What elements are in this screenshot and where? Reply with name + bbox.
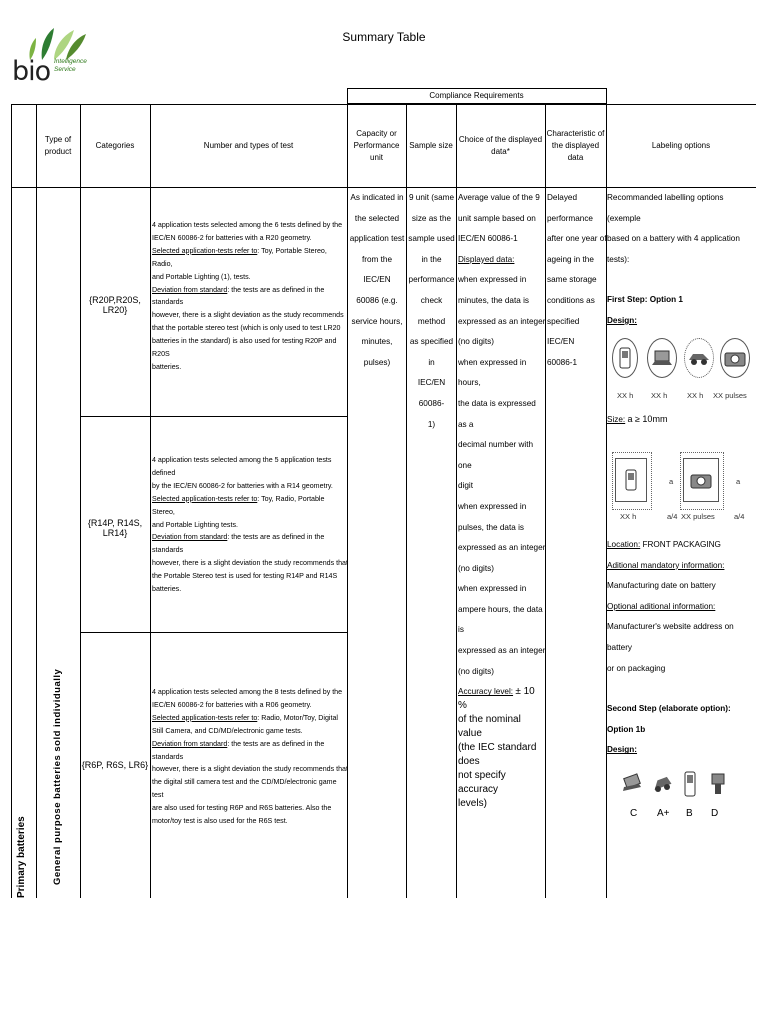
choice-line: pulses, the data is [458, 522, 524, 532]
characteristic-line: 60086-1 [547, 357, 578, 367]
test-line: motor/toy test is also used for the R6S test. [152, 817, 288, 826]
choice-line: (no digits) [458, 666, 494, 676]
test-line: Deviation from standard: the tests are as defined in the standards [152, 285, 325, 307]
sample-line: sample used [408, 234, 455, 244]
location-line [607, 535, 757, 556]
test-line: Still Camera, and CD/MD/electronic game tests. [152, 726, 303, 735]
size-value: a ≥ 10mm [627, 414, 668, 424]
website-line: or on packaging [607, 663, 666, 673]
test-line: batteries. [152, 362, 182, 371]
accuracy-label: Accuracy level: [458, 687, 514, 697]
category-r14: {R14P, R14S, LR14} [87, 518, 143, 538]
laptop-icon [620, 768, 644, 800]
laptop-icon [647, 338, 677, 378]
design-label: Design: [607, 745, 638, 755]
choice-line: when expressed in [458, 501, 527, 511]
header-sample-size: Sample size [409, 140, 453, 150]
diagram-caption: XX pulses [681, 512, 715, 521]
tests-r20 [152, 219, 348, 374]
phone-icon [680, 768, 700, 800]
choice-line: decimal number with one [458, 440, 534, 470]
labeling-line: tests): [607, 254, 630, 264]
labeling-line: based on a battery with 4 application [607, 234, 740, 244]
capacity-line: minutes, pulses) [361, 337, 393, 367]
test-line: Deviation from standard: the tests are as defined in the standards [152, 739, 325, 761]
location-value: FRONT PACKAGING [642, 540, 721, 549]
design-label: Design: [607, 315, 638, 325]
choice-line: when expressed in [458, 584, 527, 594]
header-choice-displayed-data: Choice of the displayed data* [458, 134, 543, 156]
camera-icon [720, 338, 750, 378]
sample-line: 9 unit (same [408, 193, 455, 202]
size-line [607, 414, 667, 424]
test-line: Selected application-tests refer to: Toy, Portable Stereo, Radio, [152, 246, 327, 268]
characteristic-line: Delayed [547, 193, 578, 202]
accuracy-line: (the IEC standard does [458, 742, 537, 768]
choice-line: expressed as an integer [458, 646, 546, 656]
sample-line: size as the [411, 213, 452, 223]
choice-line: ampere hours, the data is [458, 604, 543, 635]
tests-r14 [152, 454, 348, 596]
test-line: and Portable Lighting (1), tests. [152, 272, 251, 281]
letter-d: D [711, 808, 719, 819]
header-number-of-tests: Number and types of test [203, 140, 294, 150]
label-primary-batteries: Primary batteries [16, 816, 27, 898]
test-line: Selected application-tests refer to: Radio, Motor/Toy, Digital [152, 713, 338, 722]
toy-car-icon [650, 768, 674, 800]
tests-r6 [152, 686, 348, 828]
choice-line: IEC/EN 60086-1 [458, 234, 518, 244]
letter-a-plus: A+ [657, 808, 670, 819]
header-characteristic: Characteristic of the displayed data [546, 128, 605, 162]
toy-car-icon [684, 338, 714, 378]
icon-caption: XX h [687, 391, 704, 400]
size-label: Size: [607, 415, 626, 424]
camera-icon [708, 768, 728, 800]
camera-icon [683, 458, 719, 502]
capacity-cell [348, 188, 406, 373]
phone-icon [612, 338, 638, 378]
header-compliance: Compliance Requirements [429, 90, 524, 100]
choice-line: (no digits) [458, 563, 494, 573]
header-type-of-product: Type of product [44, 134, 72, 156]
logo-text: bio [12, 56, 51, 87]
capacity-line: 60086 (e.g. [356, 295, 398, 305]
capacity-line: As indicated in [350, 193, 404, 202]
test-line: however, there is a slight deviation as the study recommends [152, 311, 344, 320]
test-line: 4 application tests selected among the 8 tests defined by the [152, 688, 343, 696]
choice-line: when expressed in hours, [458, 357, 527, 388]
icon-caption: XX h [651, 391, 668, 400]
characteristic-line: after one year of [547, 234, 607, 244]
test-line: 4 application tests selected among the 6 tests defined by the [152, 221, 343, 229]
category-r6: {R6P, R6S, LR6} [81, 760, 149, 770]
logo-tagline-2: Service [54, 66, 76, 73]
characteristic-cell [547, 188, 607, 373]
test-line: batteries. [152, 585, 182, 594]
characteristic-line: specified IEC/EN [547, 316, 580, 347]
header-labeling-options: Labeling options [651, 140, 711, 150]
website-line: Manufacturer's website address on battery [607, 622, 734, 652]
diagram-a-label: a [669, 477, 674, 486]
characteristic-line: ageing in the [547, 254, 594, 264]
test-line: and Portable Lighting tests. [152, 520, 238, 529]
accuracy-line: of the nominal value [458, 714, 521, 740]
labeling-cell-top [607, 188, 757, 332]
test-line: IEC/EN 60086-2 for batteries with a R20 geometry. [152, 233, 312, 242]
test-line: 4 application tests selected among the 5 application tests defined [152, 456, 332, 477]
logo-tagline [54, 58, 87, 74]
battery-icon-row [612, 338, 750, 378]
first-step: First Step: Option 1 [607, 295, 683, 305]
capacity-line: from the IEC/EN [361, 254, 393, 285]
test-line: the digital still camera test and the CD/MD/electronic game test [152, 778, 337, 800]
choice-line: when expressed in [458, 275, 527, 285]
icon-caption: XX pulses [713, 391, 747, 400]
choice-line: Displayed data: [458, 254, 515, 264]
logo-tagline-1: Intelligence [54, 58, 87, 65]
test-line: however, there is a slight deviation the study recommends that [152, 765, 348, 774]
sample-size-cell [407, 188, 456, 435]
header-categories: Categories [95, 140, 135, 150]
choice-line: minutes, the data is [458, 295, 529, 305]
test-line: Deviation from standard: the tests are as defined in the standards [152, 533, 325, 555]
characteristic-line: same storage [547, 275, 597, 285]
manufacturing-date: Manufacturing date on battery [607, 581, 716, 591]
letter-b: B [686, 808, 693, 819]
label-general-purpose: General purpose batteries sold individually [52, 668, 63, 885]
test-line: are also used for testing R6P and R6S batteries. Also the [152, 804, 332, 813]
sample-line: 1) [427, 419, 436, 429]
test-line: the Portable Stereo test is used for testing R14P and R14S [152, 572, 338, 581]
diagram-caption: XX h [620, 512, 637, 521]
page-title: Summary Table [342, 30, 426, 44]
sample-line: IEC/EN 60086- [417, 378, 446, 408]
test-line: batteries in the standard) is also used for testing R20P and R20S [152, 337, 337, 359]
choice-line: Average value of the 9 [458, 193, 540, 202]
choice-line: digit [458, 481, 474, 491]
diagram-a4-label: a/4 [734, 512, 745, 521]
capacity-line: service hours, [351, 316, 403, 326]
choice-line: expressed as an integer [458, 543, 546, 553]
labeling-cell-bottom [607, 535, 757, 761]
diagram-a4-label: a/4 [667, 512, 678, 521]
capacity-line: the selected [354, 213, 400, 223]
choice-line: (no digits) [458, 337, 494, 347]
characteristic-line: conditions as [547, 295, 595, 305]
accuracy-line: levels) [458, 798, 487, 810]
capacity-line: application test [349, 234, 405, 244]
test-line: that the portable stereo test (which is only used to test LR20 [152, 324, 341, 333]
labeling-line: Recommanded labelling options (exemple [607, 193, 724, 223]
second-step: Second Step (elaborate option): Option 1b [607, 704, 731, 734]
sample-line: in the [421, 254, 442, 264]
sample-line: as specified in [409, 337, 454, 367]
accuracy-line [458, 685, 546, 713]
location-label: Location: [607, 540, 641, 549]
choice-line: unit sample based on [458, 213, 536, 223]
efficiency-letters [630, 808, 731, 819]
sample-line: check method [417, 295, 446, 326]
category-r20: {R20P,R20S, LR20} [89, 295, 141, 315]
sample-line: performance [408, 275, 455, 285]
choice-cell [458, 188, 546, 811]
additional-mandatory: Aditional mandatory information: [607, 560, 725, 570]
header-capacity: Capacity or Performance unit [353, 128, 400, 162]
phone-icon [615, 458, 647, 502]
test-line: Selected application-tests refer to: Toy, Radio, Portable Stereo, [152, 494, 325, 516]
accuracy-value: ± 10 % [458, 686, 535, 712]
test-line: IEC/EN 60086-2 for batteries with a R06 geometry. [152, 700, 312, 709]
choice-line: expressed as an integer [458, 316, 546, 326]
icon-caption: XX h [617, 391, 634, 400]
optional-info: Optional aditional information: [607, 601, 716, 611]
accuracy-line: not specify accuracy [458, 770, 506, 796]
characteristic-line: performance [547, 213, 593, 223]
battery-icon-row-2 [620, 768, 728, 800]
test-line: however, there is a slight deviation the study recommends that [152, 559, 348, 568]
choice-line: the data is expressed as a [458, 398, 536, 429]
diagram-a-label: a [736, 477, 741, 486]
letter-c: C [630, 808, 638, 819]
test-line: by the IEC/EN 60086-2 for batteries with a R14 geometry. [152, 481, 333, 490]
